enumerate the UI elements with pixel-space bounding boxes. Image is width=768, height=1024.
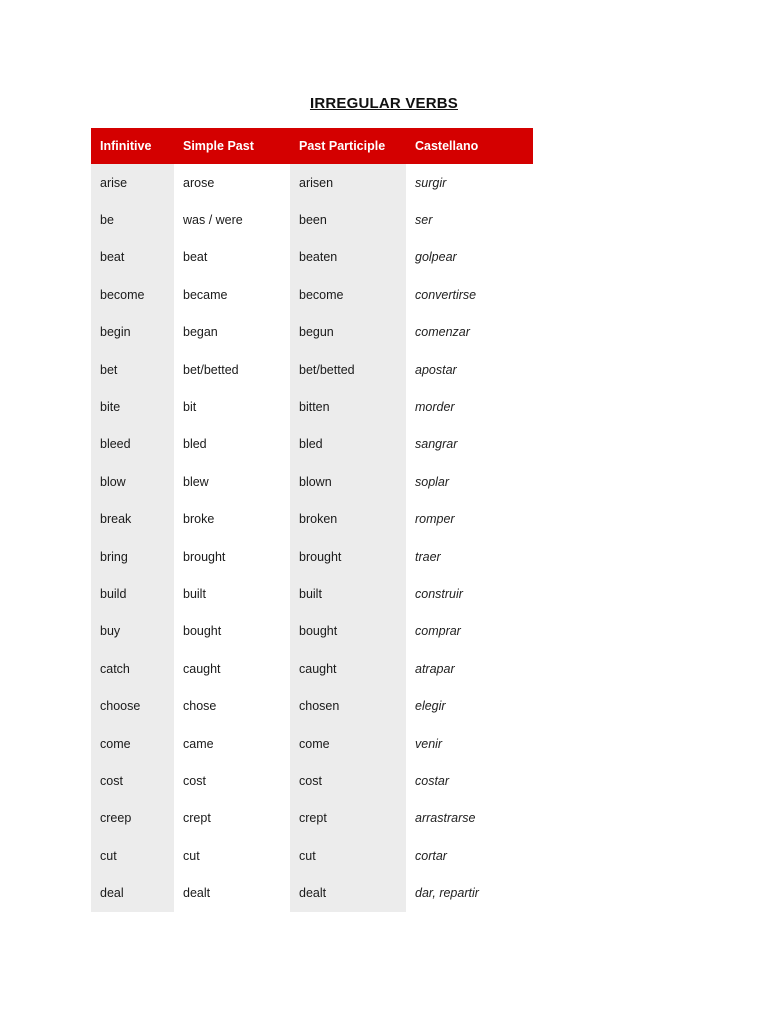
cell-past-participle: arisen [290, 164, 406, 201]
cell-castellano: venir [415, 736, 443, 751]
header-simple-past: Simple Past [174, 128, 290, 164]
cell-castellano: sangrar [415, 437, 458, 452]
cell-simple-past: beat [183, 250, 208, 265]
header-castellano: Castellano [406, 128, 533, 164]
cell-castellano: costar [415, 773, 450, 788]
cell-past-participle: bled [290, 426, 406, 463]
cell-simple-past: began [183, 325, 218, 340]
cell-past-participle: bought [290, 613, 406, 650]
table-header [91, 128, 533, 164]
cell-past-participle: blown [290, 463, 406, 500]
cell-past-participle: come [290, 725, 406, 762]
cell-past-participle: cost [290, 762, 406, 799]
cell-castellano: comenzar [415, 325, 470, 340]
cell-castellano: elegir [415, 699, 446, 714]
cell-castellano: apostar [415, 362, 457, 377]
cell-infinitive: cost [91, 762, 174, 799]
cell-castellano: atrapar [415, 661, 455, 676]
cell-infinitive: catch [91, 650, 174, 687]
cell-simple-past: was / were [183, 213, 243, 228]
cell-simple-past: built [183, 586, 206, 601]
table-row [91, 239, 533, 276]
cell-infinitive: be [91, 201, 174, 238]
cell-simple-past: caught [183, 661, 221, 676]
cell-past-participle: been [290, 201, 406, 238]
cell-infinitive: deal [91, 874, 174, 911]
cell-past-participle: caught [290, 650, 406, 687]
cell-castellano: dar, repartir [415, 886, 479, 901]
cell-castellano: morder [415, 400, 455, 415]
cell-infinitive: become [91, 276, 174, 313]
cell-castellano: comprar [415, 624, 461, 639]
cell-past-participle: cut [290, 837, 406, 874]
cell-simple-past: came [183, 736, 214, 751]
cell-castellano: soplar [415, 474, 450, 489]
irregular-verbs-table [91, 128, 533, 912]
cell-simple-past: chose [183, 699, 217, 714]
cell-infinitive: bring [91, 538, 174, 575]
cell-infinitive: buy [91, 613, 174, 650]
cell-castellano: cortar [415, 848, 447, 863]
cell-past-participle: become [290, 276, 406, 313]
header-row [91, 128, 533, 164]
cell-simple-past: bit [183, 400, 197, 415]
cell-past-participle: begun [290, 314, 406, 351]
table-row [91, 650, 533, 687]
table-row [91, 762, 533, 799]
cell-simple-past: bought [183, 624, 222, 639]
table-row [91, 687, 533, 724]
cell-past-participle: bet/betted [290, 351, 406, 388]
table-row [91, 575, 533, 612]
cell-simple-past: dealt [183, 886, 211, 901]
cell-castellano: construir [415, 586, 463, 601]
cell-castellano: romper [415, 512, 455, 527]
cell-past-participle: chosen [290, 687, 406, 724]
table-row [91, 800, 533, 837]
cell-simple-past: crept [183, 811, 211, 826]
cell-infinitive: break [91, 501, 174, 538]
table-row [91, 388, 533, 425]
table-row [91, 314, 533, 351]
table-row [91, 426, 533, 463]
cell-past-participle: built [290, 575, 406, 612]
table-row [91, 613, 533, 650]
table-row [91, 201, 533, 238]
cell-simple-past: became [183, 287, 228, 302]
cell-past-participle: beaten [290, 239, 406, 276]
cell-infinitive: choose [91, 687, 174, 724]
cell-simple-past: cut [183, 848, 200, 863]
cell-castellano: golpear [415, 250, 457, 265]
table-row [91, 351, 533, 388]
page-title: IRREGULAR VERBS [309, 95, 458, 112]
table-row [91, 837, 533, 874]
cell-infinitive: cut [91, 837, 174, 874]
cell-past-participle: dealt [290, 874, 406, 911]
cell-castellano: ser [415, 213, 433, 228]
cell-castellano: traer [415, 549, 441, 564]
cell-past-participle: bitten [290, 388, 406, 425]
cell-castellano: arrastrarse [415, 811, 476, 826]
header-past-participle: Past Participle [290, 128, 406, 164]
table-row [91, 874, 533, 911]
cell-infinitive: come [91, 725, 174, 762]
cell-infinitive: bite [91, 388, 174, 425]
cell-infinitive: begin [91, 314, 174, 351]
cell-simple-past: brought [183, 549, 226, 564]
cell-simple-past: broke [183, 512, 215, 527]
table-row [91, 725, 533, 762]
cell-past-participle: crept [290, 800, 406, 837]
cell-infinitive: bet [91, 351, 174, 388]
cell-infinitive: bleed [91, 426, 174, 463]
cell-simple-past: blew [183, 474, 209, 489]
cell-simple-past: arose [183, 175, 215, 190]
cell-infinitive: creep [91, 800, 174, 837]
cell-infinitive: beat [91, 239, 174, 276]
table-row [91, 276, 533, 313]
table-row [91, 538, 533, 575]
cell-simple-past: bet/betted [183, 362, 239, 377]
cell-infinitive: build [91, 575, 174, 612]
cell-simple-past: cost [183, 773, 206, 788]
table-row [91, 463, 533, 500]
cell-castellano: convertirse [415, 287, 477, 302]
cell-past-participle: broken [290, 501, 406, 538]
cell-past-participle: brought [290, 538, 406, 575]
table-body [91, 164, 533, 912]
table-row [91, 164, 533, 201]
cell-simple-past: bled [183, 437, 207, 452]
cell-infinitive: arise [91, 164, 174, 201]
table-row [91, 501, 533, 538]
cell-infinitive: blow [91, 463, 174, 500]
header-infinitive: Infinitive [91, 128, 174, 164]
cell-castellano: surgir [415, 175, 447, 190]
